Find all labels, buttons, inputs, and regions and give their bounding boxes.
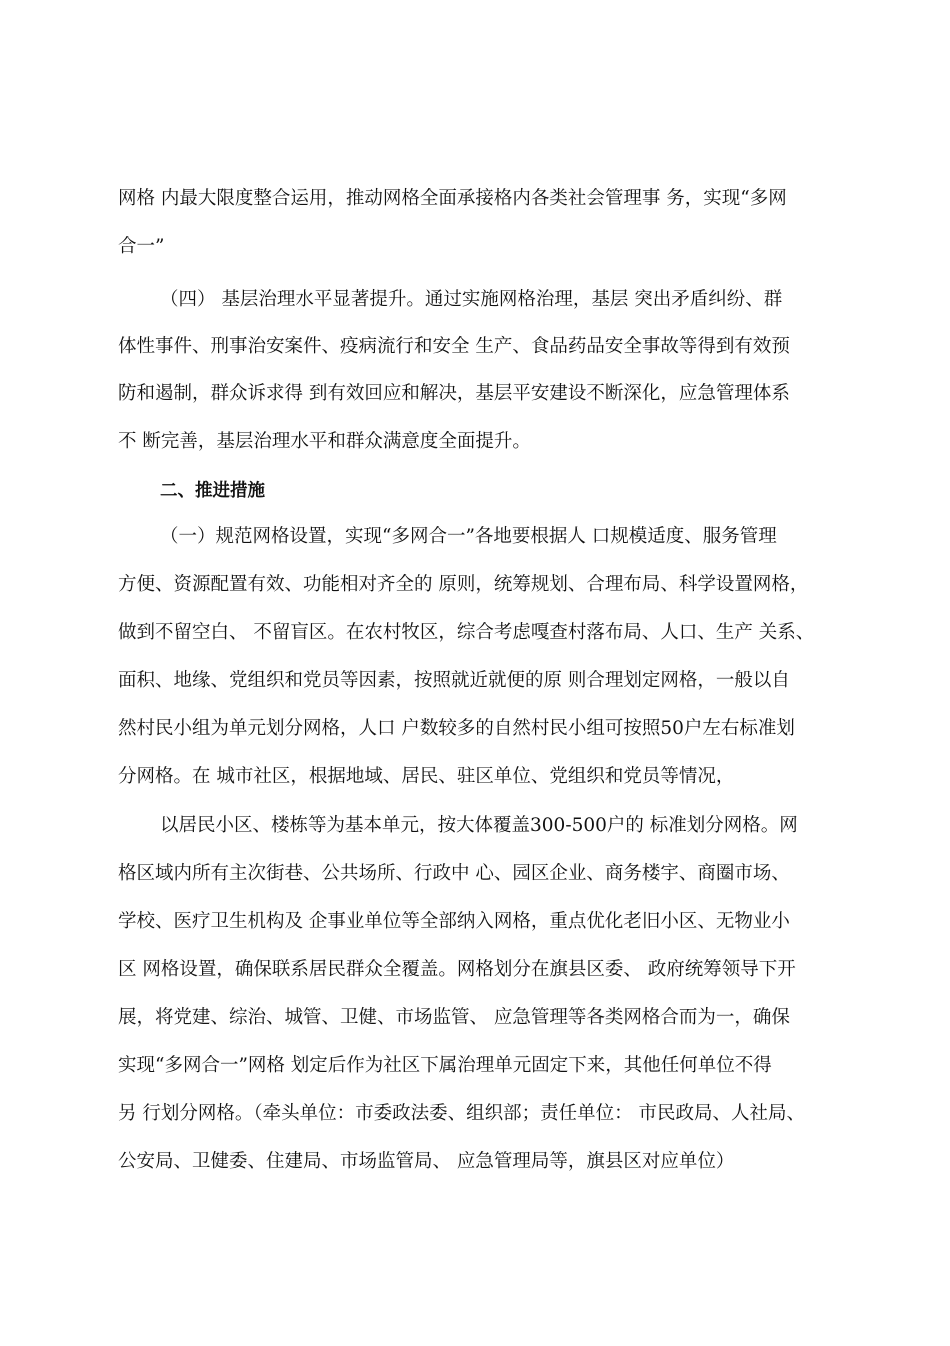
text-line: 面积、地缘、党组织和党员等因素，按照就近就便的原 则合理划定网格，一般以自 xyxy=(118,670,790,691)
text-line: 不 断完善，基层治理水平和群众满意度全面提升。 xyxy=(118,431,531,452)
paragraph-start-line: （一）规范网格设置，实现“多网合一”各地要根据人 口规模适度、服务管理 xyxy=(160,526,777,547)
text-line: 区 网格设置，确保联系居民群众全覆盖。网格划分在旗县区委、 政府统筹领导下开 xyxy=(118,959,796,980)
text-line: 展，将党建、综治、城管、卫健、市场监管、 应急管理等各类网格合而为一，确保 xyxy=(118,1007,790,1028)
text-line: 做到不留空白、 不留盲区。在农村牧区，综合考虑嘎查村落布局、人口、生产 关系、 xyxy=(118,622,815,643)
paragraph-start-line: 以居民小区、楼栋等为基本单元，按大体覆盖300-500户的 标准划分网格。网 xyxy=(160,815,798,836)
text-line: 公安局、卫健委、住建局、市场监管局、 应急管理局等，旗县区对应单位） xyxy=(118,1151,735,1172)
text-line: 方便、资源配置有效、功能相对齐全的 原则，统筹规划、合理布局、科学设置网格， xyxy=(118,574,809,595)
text-line: 网格 内最大限度整合运用，推动网格全面承接格内各类社会管理事 务，实现“多网 xyxy=(118,188,787,209)
text-line: 格区域内所有主次街巷、公共场所、行政中 心、园区企业、商务楼宇、商圈市场、 xyxy=(118,863,790,884)
text-line: 合一” xyxy=(118,236,165,257)
text-line: 分网格。在 城市社区，根据地域、居民、驻区单位、党组织和党员等情况， xyxy=(118,766,735,787)
text-line: 体性事件、刑事治安案件、疫病流行和安全 生产、食品药品安全事故等得到有效预 xyxy=(118,336,790,357)
text-line: 然村民小组为单元划分网格，人口 户数较多的自然村民小组可按照50户左右标准划 xyxy=(118,718,795,739)
paragraph-start-line: （四） 基层治理水平显著提升。通过实施网格治理，基层 突出矛盾纠纷、群 xyxy=(160,289,783,310)
text-line: 实现“多网合一”网格 划定后作为社区下属治理单元固定下来，其他任何单位不得 xyxy=(118,1055,772,1076)
section-heading: 二、推进措施 xyxy=(160,481,265,501)
text-line: 另 行划分网格。（牵头单位：市委政法委、组织部；责任单位： 市民政局、人社局、 xyxy=(118,1103,806,1124)
text-line: 防和遏制，群众诉求得 到有效回应和解决，基层平安建设不断深化，应急管理体系 xyxy=(118,383,790,404)
text-line: 学校、医疗卫生机构及 企事业单位等全部纳入网格，重点优化老旧小区、无物业小 xyxy=(118,911,790,932)
